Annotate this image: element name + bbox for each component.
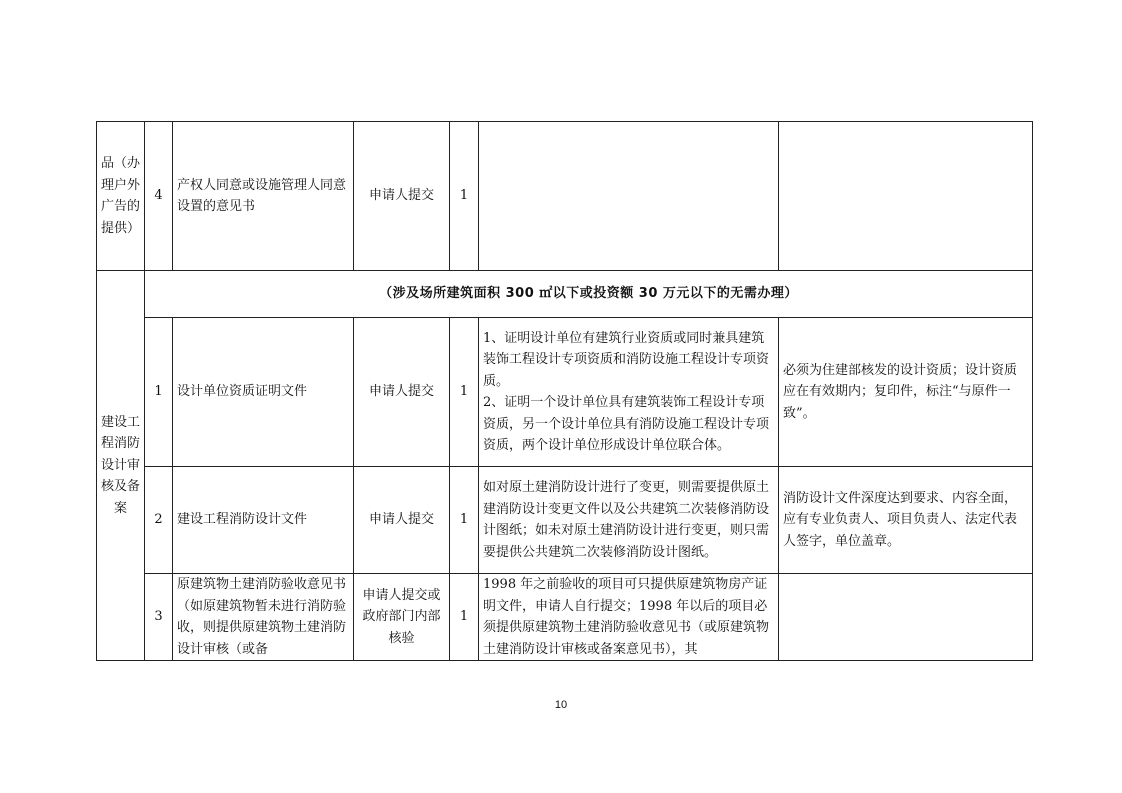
item-number: 2: [145, 467, 173, 574]
item-number: 4: [145, 122, 173, 271]
table-row: [97, 574, 1033, 661]
submission-method: 申请人提交: [354, 122, 450, 271]
note-cell: 消防设计文件深度达到要求、内容全面，应有专业负责人、项目负责人、法定代表人签字，单位盖章。: [779, 467, 1033, 574]
category-cell-outdoor-advertising: 品（办理户外广告的提供）: [97, 122, 145, 271]
requirement-cell: 如对原土建消防设计进行了变更，则需要提供原土建消防设计变更文件以及公共建筑二次装修消防设计图纸；如未对原土建消防设计进行变更，则只需要提供公共建筑二次装修消防设计图纸。: [479, 467, 779, 574]
submission-method: 申请人提交或政府部门内部核验: [354, 574, 450, 661]
requirement-cell: 1、证明设计单位有建筑行业资质或同时兼具建筑装饰工程设计专项资质和消防设施工程设计专项资质。 2、证明一个设计单位具有建筑装饰工程设计专项资质，另一个设计单位具有消防设施工程设计专项资质，两个设计单位形成设计单位联合体。: [479, 318, 779, 467]
category-cell-fire-design-review: 建设工程消防设计审核及备案: [97, 271, 145, 661]
copies-count: 1: [450, 467, 479, 574]
copies-count: 1: [450, 574, 479, 661]
requirement-cell: 1998 年之前验收的项目可只提供原建筑物房产证明文件，申请人自行提交；1998 年以后的项目必须提供原建筑物土建消防验收意见书（或原建筑物土建消防设计审核或备案意见书），其: [479, 574, 779, 661]
note-cell: 必须为住建部核发的设计资质；设计资质应在有效期内；复印件，标注“与原件一致”。: [779, 318, 1033, 467]
application-materials-table: [96, 121, 1033, 661]
table-row: [97, 467, 1033, 574]
table-row: [97, 318, 1033, 467]
item-number: 3: [145, 574, 173, 661]
note-cell: [779, 122, 1033, 271]
item-number: 1: [145, 318, 173, 467]
note-cell: [779, 574, 1033, 661]
material-name: 建设工程消防设计文件: [173, 467, 354, 574]
table-row: [97, 122, 1033, 271]
page-number: 10: [554, 699, 568, 711]
submission-method: 申请人提交: [354, 318, 450, 467]
copies-count: 1: [450, 122, 479, 271]
requirement-cell: [479, 122, 779, 271]
table-row: [97, 271, 1033, 318]
exemption-banner: （涉及场所建筑面积 300 ㎡以下或投资额 30 万元以下的无需办理）: [145, 271, 1033, 318]
material-name: 产权人同意或设施管理人同意设置的意见书: [173, 122, 354, 271]
material-name: 设计单位资质证明文件: [173, 318, 354, 467]
copies-count: 1: [450, 318, 479, 467]
submission-method: 申请人提交: [354, 467, 450, 574]
material-name: 原建筑物土建消防验收意见书（如原建筑物暂未进行消防验收，则提供原建筑物土建消防设计审核（或备: [173, 574, 354, 661]
